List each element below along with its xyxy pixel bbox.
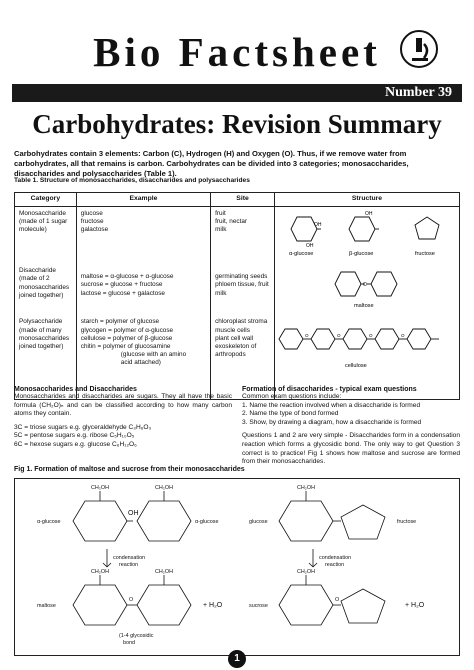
fructose-label: fructose (397, 519, 417, 525)
svg-text:O: O (362, 282, 367, 289)
cell-example: maltose = α-glucose + α-glucose sucrose = glucose + fructose lactose = glucose + galactose (76, 264, 210, 315)
svg-text:O: O (336, 333, 341, 339)
alpha-glucose-label-1: α-glucose (37, 519, 61, 525)
alpha-glucose-label-2: α-glucose (195, 519, 219, 525)
right-section (242, 386, 460, 467)
cell-example: starch = polymer of glucose glycogen = polymer of α-glucose cellulose = polymer of β-glucose chitin = polymer of glucosamine (glucose with an amino acid attached) (76, 315, 210, 399)
glucose-label: glucose (249, 519, 268, 525)
monosaccharide-structures (277, 209, 457, 259)
svg-text:OH: OH (364, 211, 373, 217)
issue-number: Number 39 (384, 85, 452, 100)
fructose-label: fructose (414, 251, 435, 257)
water-product-2: + H₂O (405, 602, 425, 609)
carbohydrate-table (14, 192, 460, 400)
reaction-label-2: reaction (325, 562, 345, 568)
reaction-label-1: reaction (119, 562, 139, 568)
svg-text:O: O (368, 333, 373, 339)
cellulose-structure (277, 317, 457, 377)
table-row (15, 264, 460, 315)
glycosidic-bond-label-2: bond (123, 640, 135, 646)
svg-text:OH: OH (128, 510, 139, 517)
figure-caption: Fig 1. Formation of maltose and sucrose from their monosaccharides (14, 466, 245, 473)
beta-glucose-label: β-glucose (348, 251, 374, 257)
svg-text:CH₂OH: CH₂OH (155, 485, 173, 491)
cell-structure (274, 207, 459, 265)
cell-category: Disaccharide (made of 2 monosaccharides joined together) (15, 264, 77, 315)
col-header-example: Example (76, 193, 210, 207)
right-section-lead: Common exam questions include: (242, 393, 342, 400)
figure-box (14, 478, 460, 656)
list-item: 3C = triose sugars e.g. glyceraldehyde C₃H₆O₃ (14, 423, 152, 431)
maltose-label: maltose (37, 603, 56, 609)
cell-structure (274, 264, 459, 315)
left-section-heading: Monosaccharides and Disaccharides (14, 386, 137, 393)
sucrose-label: sucrose (249, 603, 268, 609)
col-header-site: Site (211, 193, 275, 207)
cell-site: germinating seeds phloem tissue, fruit milk (211, 264, 275, 315)
svg-text:OH: OH (313, 222, 322, 228)
list-item: 1. Name the reaction involved when a disaccharide is formed (242, 401, 421, 409)
water-product-1: + H₂O (203, 602, 223, 609)
list-item: 3. Show, by drawing a diagram, how a disaccharide is formed (242, 418, 422, 426)
svg-text:CH₂OH: CH₂OH (297, 485, 315, 491)
cell-site: fruit fruit, nectar milk (211, 207, 275, 265)
disaccharide-formation-diagram (15, 479, 459, 655)
svg-text:CH₂OH: CH₂OH (91, 485, 109, 491)
table-caption: Table 1. Structure of monosaccharides, disaccharides and polysaccharides (14, 177, 250, 184)
left-section-body: Monosaccharides and disaccharides are sugars. They all have the basic formula (CH₂O)ₙ and can be classified according to how many carbon atoms they contain. (14, 393, 232, 418)
page-title: Carbohydrates: Revision Summary (32, 109, 442, 139)
col-header-category: Category (15, 193, 77, 207)
svg-text:O: O (400, 333, 405, 339)
right-section-heading: Formation of disaccharides - typical exam questions (242, 386, 417, 393)
col-header-structure: Structure (274, 193, 459, 207)
svg-text:O: O (129, 597, 134, 603)
cellulose-label: cellulose (344, 363, 367, 370)
alpha-glucose-label: α-glucose (288, 251, 314, 257)
svg-text:CH₂OH: CH₂OH (91, 569, 109, 575)
svg-text:OH: OH (305, 243, 314, 249)
right-section-body: Questions 1 and 2 are very simple - Disaccharides form in a condensation reaction which forms a glycosidic bond. The only way to get Question 3 correct is to practice! Fig 1 shows how maltose and sucrose are formed from their monosaccharides. (242, 432, 460, 466)
intro-paragraph: Carbohydrates contain 3 elements: Carbon (C), Hydrogen (H) and Oxygen (O). Thus, if we remove water from carbohydrates, all that remains is carbon. Carbohydrates can be divided into 3 categories; monosaccharides, disaccharides and polysaccharides (Table 1). (14, 149, 409, 178)
masthead: Bio Factsheet (93, 29, 381, 75)
microscope-logo-icon (400, 30, 438, 68)
left-section (14, 386, 232, 450)
number-bar (12, 84, 462, 102)
svg-text:O: O (304, 333, 309, 339)
cell-category: Monosaccharide (made of 1 sugar molecule) (15, 207, 77, 265)
cell-site: chloroplast stroma muscle cells plant cell wall exoskeleton of arthropods (211, 315, 275, 399)
maltose-structure (277, 266, 457, 310)
condensation-label-1: condensation (113, 555, 146, 561)
page-number: 1 (228, 650, 246, 668)
svg-text:CH₂OH: CH₂OH (155, 569, 173, 575)
maltose-label: maltose (353, 303, 374, 310)
svg-text:CH₂OH: CH₂OH (297, 569, 315, 575)
cell-example: glucose fructose galactose (76, 207, 210, 265)
list-item: 6C = hexose sugars e.g. glucose C₆H₁₂O₆ (14, 440, 137, 448)
cell-category: Polysaccharide (made of many monosaccharides joined together) (15, 315, 77, 399)
list-item: 2. Name the type of bond formed (242, 410, 339, 418)
table-row (15, 207, 460, 265)
svg-text:O: O (335, 597, 340, 603)
glycosidic-bond-label-1: (1-4 glycosidic (119, 633, 154, 639)
condensation-label-2: condensation (319, 555, 352, 561)
list-item: 5C = pentose sugars e.g. ribose C₅H₁₀O₅ (14, 432, 135, 440)
